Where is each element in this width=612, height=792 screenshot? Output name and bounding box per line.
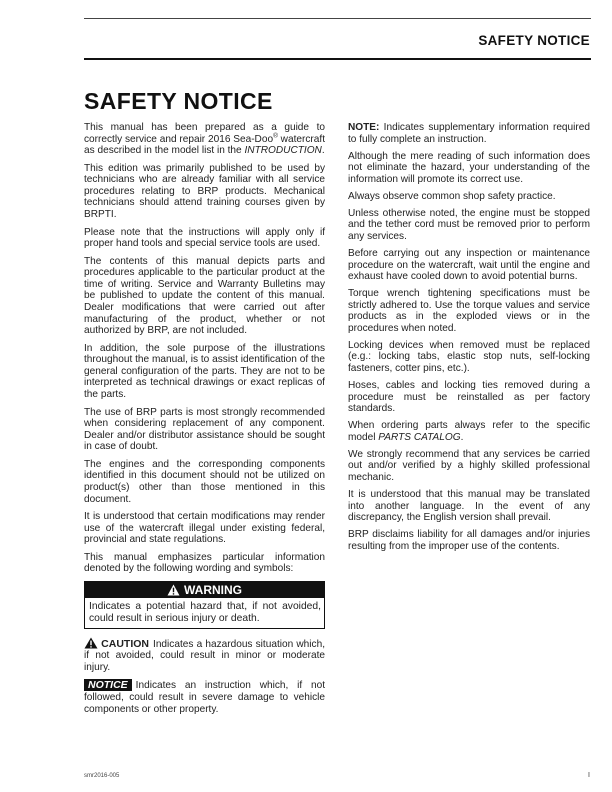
paragraph-edition: This edition was primarily published to be used by technicians who are already familiar with all service procedures relating to BRP products. Mechanical technicians should attend training courses given by BRPTI. bbox=[84, 162, 325, 221]
warning-box bbox=[84, 581, 325, 629]
page-title: SAFETY NOTICE bbox=[84, 88, 273, 114]
caution-label: CAUTION bbox=[101, 637, 150, 650]
paragraph-modifications: It is understood that certain modifications may render use of the watercraft illegal under existing federal, provincial and state regulations. bbox=[84, 511, 325, 546]
left-column bbox=[84, 122, 325, 721]
paragraph-ordering-parts: When ordering parts always refer to the specific model PARTS CATALOG. bbox=[348, 420, 590, 443]
paragraph-hoses: Hoses, cables and locking ties removed during a procedure must be reinstalled as per factory standards. bbox=[348, 380, 590, 415]
paragraph-engine-stopped: Unless otherwise noted, the engine must be stopped and the tether cord must be removed prior to perform any services. bbox=[348, 207, 590, 242]
paragraph-professional: We strongly recommend that any services be carried out and/or verified by a highly skilled professional mechanic. bbox=[348, 448, 590, 483]
paragraph-shop-safety: Always observe common shop safety practice. bbox=[348, 190, 556, 202]
header-rule-bottom bbox=[84, 58, 591, 60]
note-label: NOTE: bbox=[348, 122, 380, 133]
caution-triangle-icon bbox=[84, 637, 98, 649]
paragraph-brp-parts: The use of BRP parts is most strongly recommended when considering replacement of any component. Dealer and/or distributor assistance should be sought in case of doubt. bbox=[84, 406, 325, 453]
paragraph-locking-devices: Locking devices when removed must be replaced (e.g.: locking tabs, elastic stop nuts, self-locking fasteners, cotter pins, etc.). bbox=[348, 339, 590, 375]
paragraph-torque: Torque wrench tightening specifications must be strictly adhered to. Use the torque values and service products as in the exploded views or in the procedures when noted. bbox=[348, 288, 590, 334]
paragraph-note: NOTE: Indicates supplementary information required to fully complete an instruction. bbox=[348, 122, 590, 145]
caution-paragraph bbox=[84, 637, 325, 674]
paragraph-symbols: This manual emphasizes particular information denoted by the following wording and symbols: bbox=[84, 551, 325, 575]
paragraph-tools: Please note that the instructions will apply only if proper hand tools and special service tools are used. bbox=[84, 226, 325, 250]
warning-triangle-icon bbox=[167, 584, 180, 596]
header-rule-top bbox=[84, 18, 591, 19]
warning-header bbox=[85, 582, 324, 598]
paragraph-intro: This manual has been prepared as a guide to correctly service and repair 2016 Sea-Doo® watercraft as described in the model list in the INTRODUCTION. bbox=[84, 122, 325, 157]
paragraph-contents: The contents of this manual depicts parts and procedures applicable to the particular product at the time of writing. Service and Warranty Bulletins may be published to update the content of this manual. Dealer modifications that were carried out after manufacturing of the product, whether or not authorized by BRP, are not included. bbox=[84, 255, 325, 337]
caution-text: Indicates a hazardous situation which, if not avoided, could result in minor or moderate injury. bbox=[84, 638, 326, 673]
paragraph-cool-down: Before carrying out any inspection or maintenance procedure on the watercraft, wait until the engine and exhaust have cooled down to avoid potential burns. bbox=[348, 247, 590, 283]
paragraph-liability: BRP disclaims liability for all damages and/or injuries resulting from the improper use of the contents. bbox=[348, 529, 590, 552]
paragraph-illustrations: In addition, the sole purpose of the illustrations throughout the manual, is to assist identification of the general configuration of the parts. They are not to be interpreted as technical drawings or exact replicas of the parts. bbox=[84, 342, 325, 401]
right-column bbox=[348, 122, 590, 558]
notice-badge: NOTICE bbox=[84, 679, 132, 691]
paragraph-engines: The engines and the corresponding components identified in this document should not be utilized on product(s) other than those mentioned in this document. bbox=[84, 458, 325, 505]
notice-paragraph bbox=[84, 679, 325, 715]
notice-text: Indicates an instruction which, if not followed, could result in severe damage to vehicle components or other property. bbox=[84, 680, 325, 715]
paragraph-translation: It is understood that this manual may be translated into another language. In the event of any discrepancy, the English version shall prevail. bbox=[348, 488, 590, 524]
footer-document-id: smr2016-005 bbox=[84, 773, 120, 779]
warning-label: WARNING bbox=[184, 582, 242, 597]
footer-page-number: I bbox=[588, 772, 590, 779]
running-header-title: SAFETY NOTICE bbox=[478, 33, 590, 48]
warning-text: Indicates a potential hazard that, if not avoided, could result in serious injury or death. bbox=[89, 600, 321, 624]
paragraph-hazard-reading: Although the mere reading of such information does not eliminate the hazard, your understanding of the information will promote its correct use. bbox=[348, 150, 590, 185]
